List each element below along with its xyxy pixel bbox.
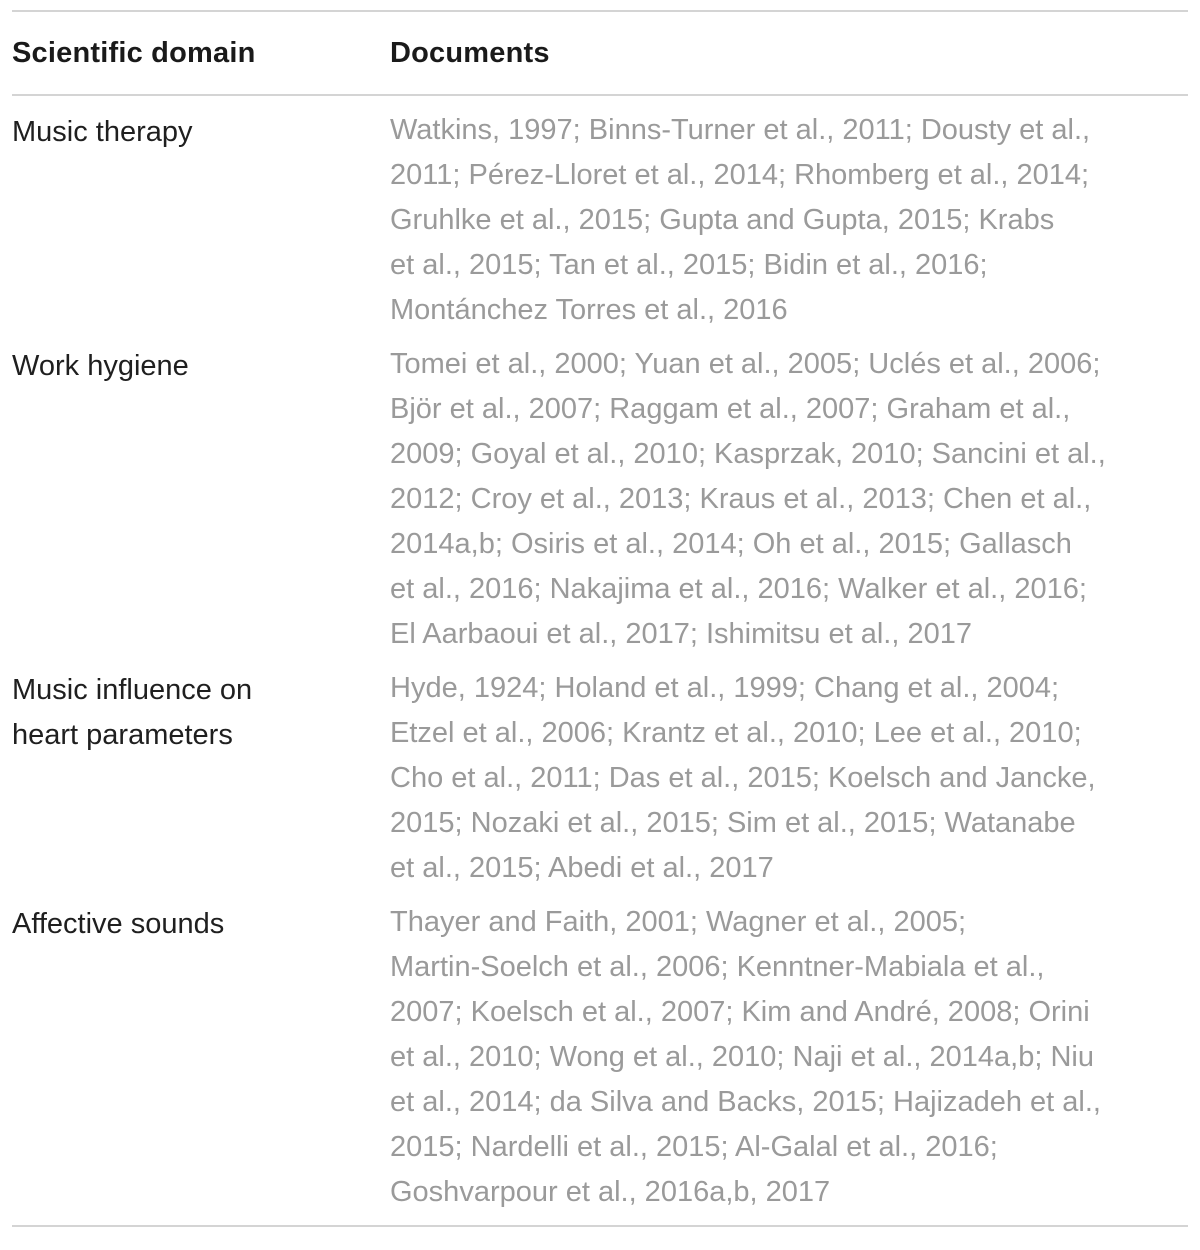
table-row: [12, 342, 1188, 657]
header-documents: Documents: [390, 36, 550, 69]
domain-cell: Work hygiene: [12, 350, 189, 382]
table-body: [12, 96, 1188, 1225]
domain-cell: Music therapy: [12, 116, 193, 148]
documents-cell: Watkins, 1997; Binns-Turner et al., 2011; Dousty et al., 2011; Pérez-Lloret et al., 2014; Rhomberg et al., 2014; Gruhlke et al., 2015; Gupta and Gupta, 2015; Krabs et al., 2015; Tan et al., 2015; Bidin et al., 2016; Montánchez Torres et al., 2016: [390, 114, 1091, 326]
header-scientific-domain: Scientific domain: [12, 36, 256, 69]
table-header-row: [12, 12, 1188, 94]
domains-table: [12, 10, 1188, 1227]
table-bottom-rule: [12, 1225, 1188, 1227]
table-row: [12, 108, 1188, 333]
table-row: [12, 666, 1188, 891]
table-row: [12, 900, 1188, 1215]
domain-cell: Music influence on heart parameters: [12, 674, 253, 751]
domain-cell: Affective sounds: [12, 908, 225, 940]
documents-cell: Tomei et al., 2000; Yuan et al., 2005; Uclés et al., 2006; Björ et al., 2007; Raggam et al., 2007; Graham et al., 2009; Goyal et al., 2010; Kasprzak, 2010; Sancini et al., 2012; Croy et al., 2013; Kraus et al., 2013; Chen et al., 2014a,b; Osiris et al., 2014; Oh et al., 2015; Gallasch et al., 2016; Nakajima et al., 2016; Walker et al., 2016; El Aarbaoui et al., 2017; Ishimitsu et al., 2017: [390, 348, 1106, 650]
documents-cell: Hyde, 1924; Holand et al., 1999; Chang et al., 2004; Etzel et al., 2006; Krantz et al., 2010; Lee et al., 2010; Cho et al., 2011; Das et al., 2015; Koelsch and Jancke, 2015; Nozaki et al., 2015; Sim et al., 2015; Watanabe et al., 2015; Abedi et al., 2017: [390, 672, 1096, 884]
documents-cell: Thayer and Faith, 2001; Wagner et al., 2005; Martin-Soelch et al., 2006; Kenntner-Mabiala et al., 2007; Koelsch et al., 2007; Kim and André, 2008; Orini et al., 2010; Wong et al., 2010; Naji et al., 2014a,b; Niu et al., 2014; da Silva and Backs, 2015; Hajizadeh et al., 2015; Nardelli et al., 2015; Al-Galal et al., 2016; Goshvarpour et al., 2016a,b, 2017: [390, 906, 1101, 1208]
